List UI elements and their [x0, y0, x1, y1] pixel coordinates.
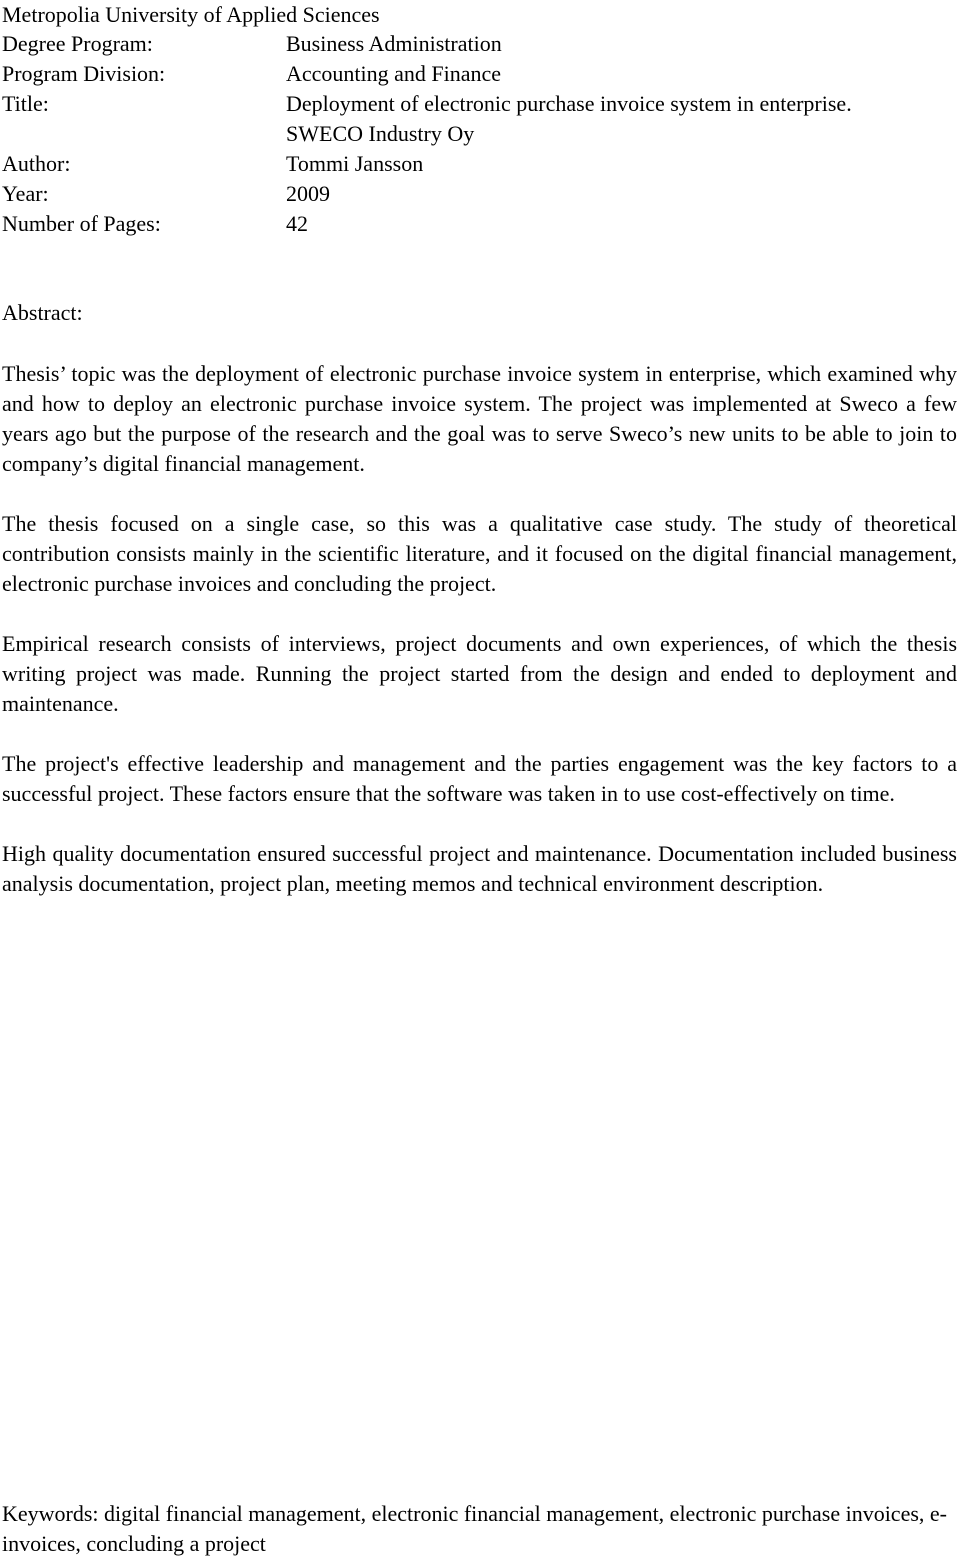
- meta-label: Number of Pages:: [2, 211, 161, 236]
- abstract-body: [2, 359, 957, 929]
- abstract-paragraph: The project's effective leadership and management and the parties engagement was the key factors to a successful project. These factors ensure that the software was taken in to use cost-effectively on time.: [2, 751, 957, 806]
- keywords: Keywords: digital financial management, electronic financial management, electronic purchase invoices, e-invoices, concluding a project: [2, 1501, 947, 1556]
- abstract-paragraph: Thesis’ topic was the deployment of electronic purchase invoice system in enterprise, which examined why and how to deploy an electronic purchase invoice system. The project was implemented at Sweco a few years ago but the purpose of the research and the goal was to serve Sweco’s new units to be able to join to company’s digital financial management.: [2, 361, 957, 476]
- meta-value: Business Administration: [286, 31, 502, 56]
- meta-value: 42: [286, 211, 308, 236]
- meta-value: Accounting and Finance: [286, 61, 502, 86]
- abstract-paragraph: Empirical research consists of interviews, project documents and own experiences, of which the thesis writing project was made. Running the project started from the design and ended to deployment and maintenance.: [2, 631, 957, 716]
- meta-label: Degree Program:: [2, 31, 153, 56]
- meta-label: Title:: [2, 91, 49, 116]
- meta-label: Year:: [2, 181, 49, 206]
- meta-label: Program Division:: [2, 61, 166, 86]
- abstract-heading: Abstract:: [2, 300, 83, 325]
- meta-value: Deployment of electronic purchase invoice system in enterprise.: [286, 91, 852, 116]
- abstract-paragraph: High quality documentation ensured successful project and maintenance. Documentation included business analysis documentation, project plan, meeting memos and technical environment description.: [2, 841, 957, 896]
- institution-name: Metropolia University of Applied Sciences: [2, 2, 380, 27]
- meta-label: Author:: [2, 151, 71, 176]
- abstract-paragraph: The thesis focused on a single case, so this was a qualitative case study. The study of theoretical contribution consists mainly in the scientific literature, and it focused on the digital financial management, electronic purchase invoices and concluding the project.: [2, 511, 957, 596]
- meta-value: SWECO Industry Oy: [286, 121, 475, 146]
- meta-value: Tommi Jansson: [286, 151, 424, 176]
- meta-value: 2009: [286, 181, 330, 206]
